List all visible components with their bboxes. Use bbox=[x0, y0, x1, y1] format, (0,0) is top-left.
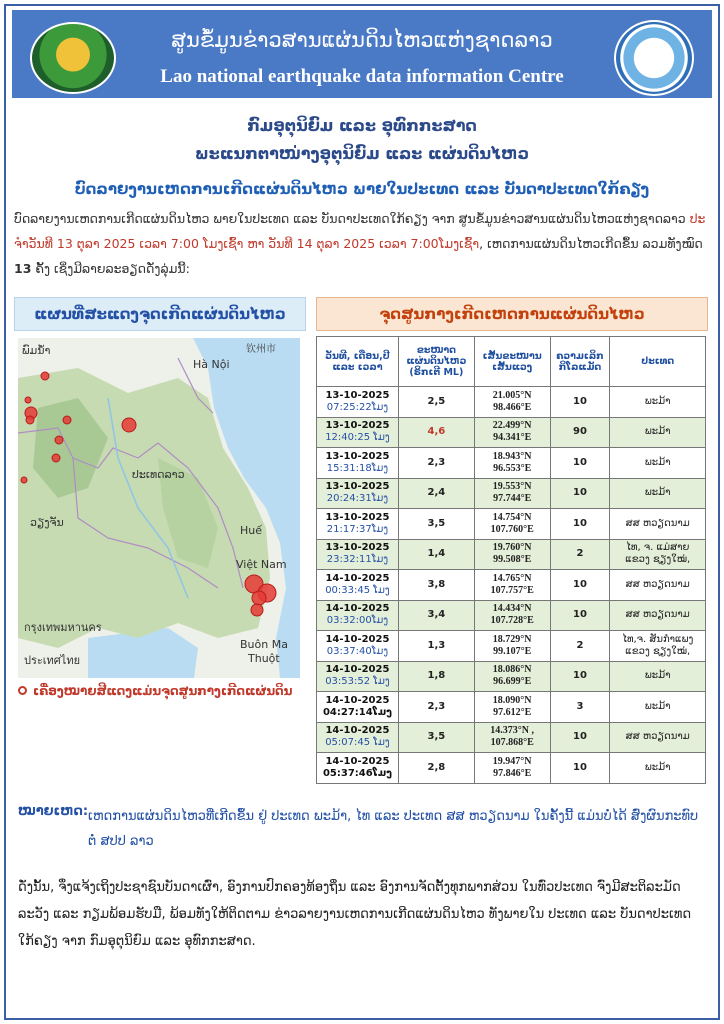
cell-coordinates bbox=[474, 600, 550, 631]
cell-date: 14-10-2025 bbox=[325, 664, 390, 676]
map-label-myanmar: ພົມນ້ຳ bbox=[22, 344, 51, 357]
cell-time: 15:31:18ໂມງ bbox=[326, 462, 389, 474]
cell-depth: 10 bbox=[550, 509, 610, 540]
cell-time: 05:07:45 ໂມງ bbox=[325, 737, 390, 749]
cell-country: ພະມ້າ bbox=[610, 417, 706, 448]
table-title: ຈຸດສູນກາງເກີດເຫດການແຜ່ນດິນໄຫວ bbox=[316, 297, 708, 331]
cell-coordinates bbox=[474, 448, 550, 479]
map-label-vientiane: ວຽງຈັນ bbox=[30, 516, 64, 529]
closing-paragraph: ດັ່ງນັ້ນ, ຈຶ່ງແຈ້ງເຖິງປະຊາຊົນບັນດາເຜົ່າ, ອົງການປົກຄອງທ້ອງຖິ່ນ ແລະ ອົງການຈັດຕັ້ງທຸກພາກສ່ວນ ໃນທົ່ວປະເທດ ຈົ່ງມີສະຕິລະມັດລະວັງ ແລະ ກຽມພ້ອມຮັບມື, ພ້ອມທັງໃຫ້ຕິດຕາມ ຂ່າວລາຍງານເຫດການເກີດແຜ່ນດິນໄຫວ ທັງພາຍໃນ ປະເທດ ແລະ ບັນດາປະເທດໃກ້ຄຽງ ຈາກ ກົມອຸຕຸນິຍົມ ແລະ ອຸທົກກະສາດ. bbox=[18, 880, 692, 949]
cell-coordinates bbox=[474, 753, 550, 784]
cell-coordinates bbox=[474, 478, 550, 509]
epicenter-marker bbox=[251, 604, 263, 616]
cell-lon: 96.699°E bbox=[493, 676, 532, 688]
cell-datetime bbox=[317, 722, 399, 753]
cell-datetime bbox=[317, 417, 399, 448]
epicenter-marker bbox=[41, 372, 49, 380]
col-header-magnitude: ຂະໜາດ ແຜ່ນດິນໄຫວ (ຣິກເຕີ ML) bbox=[398, 337, 474, 387]
cell-lat: 18.729°N bbox=[492, 633, 532, 645]
intro-count: 13 bbox=[14, 261, 32, 276]
col-header-datetime: ວັນທີ, ເດືອນ,ປີ ແລະ ເວລາ bbox=[317, 337, 399, 387]
table-row bbox=[317, 692, 706, 723]
cell-datetime bbox=[317, 387, 399, 418]
cell-country: ສສ ຫວຽດນາມ bbox=[610, 509, 706, 540]
cell-lon: 107.760°E bbox=[490, 523, 534, 535]
page-header bbox=[12, 10, 712, 98]
cell-magnitude: 3,4 bbox=[398, 600, 474, 631]
table-row bbox=[317, 387, 706, 418]
map-label-hanoi: Hà Nội bbox=[193, 358, 230, 371]
epicenter-marker bbox=[63, 416, 71, 424]
table-row bbox=[317, 600, 706, 631]
cell-country: ສສ ຫວຽດນາມ bbox=[610, 570, 706, 601]
cell-date: 14-10-2025 bbox=[325, 755, 390, 767]
epicenter-marker bbox=[21, 477, 27, 483]
intro-text-2: , ເຫດການແຜ່ນດິນໄຫວເກີດຂຶ້ນ ລວມທັງໝົດ bbox=[479, 236, 703, 251]
cell-depth: 10 bbox=[550, 661, 610, 692]
cell-depth: 10 bbox=[550, 448, 610, 479]
cell-time: 07:25:22ໂມງ bbox=[326, 401, 389, 413]
cell-lat: 18.086°N bbox=[492, 664, 532, 676]
cell-depth: 3 bbox=[550, 692, 610, 723]
epicenter-marker bbox=[26, 416, 34, 424]
map-label-bangkok: กรุงเทพมหานคร bbox=[24, 621, 102, 634]
cell-lon: 107.728°E bbox=[490, 615, 534, 627]
cell-datetime bbox=[317, 661, 399, 692]
cell-lat: 22.499°N bbox=[492, 420, 532, 432]
intro-paragraph bbox=[14, 206, 712, 281]
cell-date: 13-10-2025 bbox=[325, 511, 390, 523]
cell-lon: 97.846°E bbox=[493, 767, 532, 779]
cell-datetime bbox=[317, 509, 399, 540]
cell-coordinates bbox=[474, 539, 550, 570]
cell-country: ພະມ້າ bbox=[610, 692, 706, 723]
cell-date: 14-10-2025 bbox=[325, 725, 390, 737]
cell-time: 12:40:25 ໂມງ bbox=[325, 432, 390, 444]
cell-date: 13-10-2025 bbox=[325, 542, 390, 554]
cell-country: ໄທ,ຈ. ສັນກຳແພງ ແຂວງ ຊຽງໃໝ່, bbox=[610, 631, 706, 662]
division-name: ພະແນກຕາໜ່າງອຸຕຸນິຍົມ ແລະ ແຜ່ນດິນໄຫວ bbox=[194, 144, 530, 163]
epicenter-marker bbox=[122, 418, 136, 432]
cell-lon: 97.744°E bbox=[493, 493, 532, 505]
cell-time: 03:53:52 ໂມງ bbox=[325, 676, 390, 688]
cell-country: ສສ ຫວຽດນາມ bbox=[610, 722, 706, 753]
epicenter-marker bbox=[252, 591, 266, 605]
table-row bbox=[317, 478, 706, 509]
table-row bbox=[317, 539, 706, 570]
cell-magnitude: 1,3 bbox=[398, 631, 474, 662]
map-label-buonmathuot-2: Thuột bbox=[248, 652, 280, 665]
cell-coordinates bbox=[474, 417, 550, 448]
cell-datetime bbox=[317, 753, 399, 784]
header-title-lao: ສູນຂໍ້ມູນຂ່າວສານແຜ່ນດິນໄຫວແຫ່ງຊາດລາວ bbox=[171, 28, 553, 52]
table-row bbox=[317, 448, 706, 479]
table-row bbox=[317, 417, 706, 448]
cell-datetime bbox=[317, 570, 399, 601]
cell-lat: 14.754°N bbox=[492, 511, 532, 523]
cell-country: ພະມ້າ bbox=[610, 387, 706, 418]
cell-country: ພະມ້າ bbox=[610, 753, 706, 784]
cell-lat: 14.373°N , bbox=[490, 725, 535, 737]
cell-magnitude: 1,8 bbox=[398, 661, 474, 692]
col-header-coordinates: ເສັ້ນຂະໜານ ເສັ້ນແວງ bbox=[474, 337, 550, 387]
cell-time: 23:32:11ໂມງ bbox=[326, 554, 389, 566]
note-label: ໝາຍເຫດ: bbox=[18, 804, 89, 819]
cell-coordinates bbox=[474, 692, 550, 723]
earthquake-table bbox=[316, 336, 706, 784]
cell-lat: 18.943°N bbox=[492, 450, 532, 462]
map-label-thailand: ประเทศไทย bbox=[24, 654, 81, 667]
ministry-emblem-icon bbox=[30, 22, 116, 94]
cell-magnitude: 3,8 bbox=[398, 570, 474, 601]
cell-lat: 19.947°N bbox=[492, 755, 532, 767]
marker-legend-icon bbox=[18, 686, 27, 695]
department-name: ກົມອຸຕຸນິຍົມ ແລະ ອຸທົກກະສາດ bbox=[247, 116, 477, 135]
map-label-buonmathuot-1: Buôn Ma bbox=[240, 638, 288, 651]
cell-time: 20:24:31ໂມງ bbox=[326, 493, 389, 505]
cell-country: ສສ ຫວຽດນາມ bbox=[610, 600, 706, 631]
cell-country: ພະມ້າ bbox=[610, 478, 706, 509]
epicenter-map bbox=[18, 338, 300, 678]
cell-depth: 10 bbox=[550, 387, 610, 418]
epicenter-marker bbox=[55, 436, 63, 444]
cell-coordinates bbox=[474, 509, 550, 540]
note-text: ເຫດການແຜ່ນດິນໄຫວທີ່ເກີດຂຶ້ນ ຢູ່ ປະເທດ ພະມ້າ, ໄທ ແລະ ປະເທດ ສສ ຫວຽດນາມ ໃນຄັ້ງນີ້ ແມ່ນບໍ່ໄດ້ ສົ່ງຜົນກະທົບ ຕໍ່ ສປປ ລາວ bbox=[88, 809, 699, 849]
cell-country: ໄທ, ຈ. ແມ່ສາຍ ແຂວງ ຊຽງໃໝ່, bbox=[610, 539, 706, 570]
cell-date: 13-10-2025 bbox=[325, 450, 390, 462]
table-row bbox=[317, 722, 706, 753]
cell-magnitude: 3,5 bbox=[398, 509, 474, 540]
intro-text-1: ບົດລາຍງານເຫດການເກີດແຜ່ນດິນໄຫວ ພາຍໃນປະເທດ ແລະ ບັນດາປະເທດໃກ້ຄຽງ ຈາກ ສູນຂໍ້ມູນຂ່າວສານແຜ່ນດິນໄຫວແຫ່ງຊາດລາວ bbox=[14, 211, 686, 226]
cell-magnitude: 1,4 bbox=[398, 539, 474, 570]
map-label-laos: ປະເທດລາວ bbox=[132, 468, 185, 481]
intro-text-3: ຄັ້ງ ເຊິ່ງມີລາຍລະອຽດດັ່ງລຸ່ມນີ້: bbox=[31, 261, 190, 276]
header-title-en: Lao national earthquake data information Centre bbox=[160, 66, 564, 87]
cell-lon: 99.107°E bbox=[493, 645, 532, 657]
cell-magnitude: 2,5 bbox=[398, 387, 474, 418]
table-row bbox=[317, 570, 706, 601]
cell-datetime bbox=[317, 448, 399, 479]
cell-date: 14-10-2025 bbox=[325, 694, 390, 706]
map-label-vietnam: Việt Nam bbox=[236, 558, 287, 571]
map-legend-text: ເຄື່ອງໝາຍສີແດງແມ່ນຈຸດສູນກາງເກີດແຜ່ນດິນ bbox=[33, 684, 293, 698]
cell-depth: 10 bbox=[550, 722, 610, 753]
epicenter-marker bbox=[52, 454, 60, 462]
cell-magnitude: 4,6 bbox=[398, 417, 474, 448]
cell-date: 13-10-2025 bbox=[325, 481, 390, 493]
table-row bbox=[317, 509, 706, 540]
cell-magnitude: 3,5 bbox=[398, 722, 474, 753]
cell-lat: 18.090°N bbox=[492, 694, 532, 706]
cell-date: 14-10-2025 bbox=[325, 603, 390, 615]
cell-magnitude: 2,4 bbox=[398, 478, 474, 509]
epicenter-marker bbox=[25, 397, 31, 403]
cell-datetime bbox=[317, 692, 399, 723]
cell-magnitude: 2,3 bbox=[398, 692, 474, 723]
cell-time: 03:37:40ໂມງ bbox=[326, 645, 389, 657]
cell-depth: 10 bbox=[550, 478, 610, 509]
cell-lat: 14.765°N bbox=[492, 572, 532, 584]
cell-coordinates bbox=[474, 387, 550, 418]
map-label-hue: Huế bbox=[240, 524, 263, 537]
map-label-china: 钦州市 bbox=[246, 344, 276, 355]
cell-time: 00:33:45 ໂມງ bbox=[325, 584, 390, 596]
cell-lat: 19.553°N bbox=[492, 481, 532, 493]
cell-date: 14-10-2025 bbox=[325, 633, 390, 645]
cell-datetime bbox=[317, 478, 399, 509]
cell-magnitude: 2,3 bbox=[398, 448, 474, 479]
cell-date: 13-10-2025 bbox=[325, 420, 390, 432]
col-header-depth: ຄວາມເລິກ ກິໂລແມັດ bbox=[550, 337, 610, 387]
cell-country: ພະມ້າ bbox=[610, 661, 706, 692]
table-row bbox=[317, 631, 706, 662]
cell-lat: 21.005°N bbox=[492, 389, 532, 401]
cell-magnitude: 2,8 bbox=[398, 753, 474, 784]
cell-depth: 90 bbox=[550, 417, 610, 448]
map-legend bbox=[18, 684, 310, 698]
cell-time: 05:37:46ໂມງ bbox=[322, 767, 392, 779]
cell-lon: 107.757°E bbox=[490, 584, 534, 596]
cell-depth: 2 bbox=[550, 539, 610, 570]
cell-coordinates bbox=[474, 570, 550, 601]
cell-coordinates bbox=[474, 631, 550, 662]
cell-lon: 98.466°E bbox=[493, 401, 532, 413]
cell-coordinates bbox=[474, 661, 550, 692]
table-row bbox=[317, 753, 706, 784]
map-title: ແຜນທີ່ສະແດງຈຸດເກີດແຜ່ນດິນໄຫວ bbox=[14, 297, 306, 331]
cell-lat: 19.760°N bbox=[492, 542, 532, 554]
cell-lon: 107.868°E bbox=[490, 737, 534, 749]
cell-date: 14-10-2025 bbox=[325, 572, 390, 584]
cell-datetime bbox=[317, 539, 399, 570]
cell-datetime bbox=[317, 631, 399, 662]
cell-time: 04:27:14ໂມງ bbox=[322, 706, 392, 718]
cell-lon: 97.612°E bbox=[493, 706, 532, 718]
report-title: ບົດລາຍງານເຫດການເກີດແຜ່ນດິນໄຫວ ພາຍໃນປະເທດ ແລະ ບັນດາປະເທດໃກ້ຄຽງ bbox=[74, 180, 650, 198]
cell-depth: 10 bbox=[550, 570, 610, 601]
cell-time: 03:32:00ໂມງ bbox=[326, 615, 389, 627]
cell-lon: 96.553°E bbox=[493, 462, 532, 474]
cell-depth: 2 bbox=[550, 631, 610, 662]
cell-datetime bbox=[317, 600, 399, 631]
cell-date: 13-10-2025 bbox=[325, 389, 390, 401]
cell-lon: 94.341°E bbox=[493, 432, 532, 444]
cell-country: ພະມ້າ bbox=[610, 448, 706, 479]
cell-depth: 10 bbox=[550, 600, 610, 631]
col-header-country: ປະເທດ bbox=[610, 337, 706, 387]
intro-period: ປະຈໍາວັນທີ 13 ຕຸລາ 2025 ເວລາ 7:00 ໂມງເຊົ້າ ຫາ ວັນທີ 14 ຕຸລາ 2025 ເວລາ 7:00ໂມງເຊົ້າ bbox=[14, 211, 706, 251]
table-row bbox=[317, 661, 706, 692]
centre-logo-icon bbox=[614, 20, 694, 96]
cell-lon: 99.508°E bbox=[493, 554, 532, 566]
table-header-row bbox=[317, 337, 706, 387]
cell-depth: 10 bbox=[550, 753, 610, 784]
cell-time: 21:17:37ໂມງ bbox=[326, 523, 389, 535]
cell-lat: 14.434°N bbox=[492, 603, 532, 615]
cell-coordinates bbox=[474, 722, 550, 753]
